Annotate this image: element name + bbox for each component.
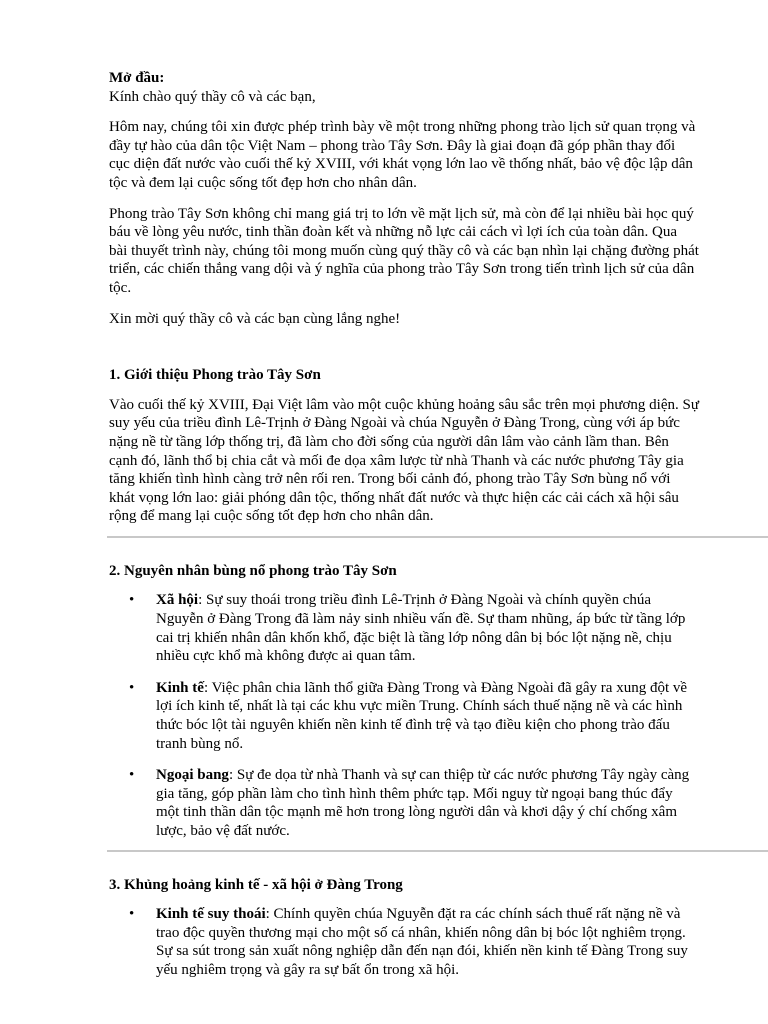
bullet-icon: • — [129, 767, 135, 784]
bullet-icon: • — [129, 592, 135, 609]
section-3-heading: 3. Khủng hoảng kinh tế - xã hội ở Đàng Trong — [109, 876, 403, 893]
intro-paragraph-1: Hôm nay, chúng tôi xin được phép trình bày về một trong những phong trào lịch sử quan trọng và đầy tự hào của dân tộc Việt Nam – phong trào Tây Sơn. Đây là giai đoạn đã góp phần thay đổi cục diện đất nước vào cuối thế kỷ XVIII, với khát vọng lớn lao về thống nhất, bảo vệ độc lập dân tộc và đem lại cuộc sống tốt đẹp hơn cho nhân dân. — [109, 119, 696, 191]
section-2-heading: 2. Nguyên nhân bùng nổ phong trào Tây Sơn — [109, 562, 397, 579]
section-1-heading: 1. Giới thiệu Phong trào Tây Sơn — [109, 367, 321, 384]
spacer — [109, 340, 699, 366]
divider-wrap — [107, 850, 699, 852]
list-item-text: : Sự đe dọa từ nhà Thanh và sự can thiệp từ các nước phương Tây ngày càng gia tăng, góp phần làm cho tình hình thêm phức tạp. Mối nguy từ ngoại bang thúc đẩy một tinh thần dân tộc mạnh mẽ hơn trong lòng người dân và khơi dậy ý chí chống xâm lược, bảo vệ đất nước. — [156, 767, 690, 839]
list-item-term: Xã hội — [156, 592, 199, 609]
list-item — [109, 591, 699, 665]
list-item-term: Ngoại bang — [156, 767, 229, 784]
list-item-term: Kinh tế suy thoái — [156, 906, 266, 923]
list-item-term: Kinh tế — [156, 679, 204, 696]
bullet-icon: • — [129, 679, 135, 696]
list-item-text: : Việc phân chia lãnh thổ giữa Đàng Trong và Đàng Ngoài đã gây ra xung đột về lợi ích kinh tế, nhất là tại các khu vực miền Trung. Chính sách thuế nặng nề và các hình thức bóc lột tài nguyên khiến nền kinh tế đình trệ và tạo điều kiện cho phong trào đấu tranh bùng nổ. — [156, 679, 688, 752]
intro-paragraph-3: Xin mời quý thầy cô và các bạn cùng lắng nghe! — [109, 310, 401, 327]
intro-paragraph-2: Phong trào Tây Sơn không chỉ mang giá trị to lớn về mặt lịch sử, mà còn để lại nhiều bài học quý báu về lòng yêu nước, tinh thần đoàn kết và những nỗ lực cải cách vì lợi ích của toàn dân. Qua bài thuyết trình này, chúng tôi mong muốn cùng quý thầy cô và các bạn nhìn lại chặng đường phát triển, các chiến thắng vang dội và ý nghĩa của phong trào Tây Sơn trong tiến trình lịch sử của dân tộc. — [109, 205, 699, 296]
intro-block — [109, 69, 699, 106]
intro-greeting: Kính chào quý thầy cô và các bạn, — [109, 88, 316, 105]
section-1-paragraph: Vào cuối thế kỷ XVIII, Đại Việt lâm vào một cuộc khủng hoảng sâu sắc trên mọi phương diện. Sự suy yếu của triều đình Lê-Trịnh ở Đàng Ngoài và chúa Nguyễn ở Đàng Trong, cùng với áp bức nặng nề từ tầng lớp thống trị, đã làm cho đời sống của người dân lâm vào cảnh lầm than. Bên cạnh đó, lãnh thổ bị chia cắt và mối đe dọa xâm lược từ nhà Thanh và các nước phương Tây gia tăng khiến tình hình càng trở nên rối ren. Trong bối cảnh đó, phong trào Tây Sơn bùng nổ với khát vọng lớn lao: giải phóng dân tộc, thống nhất đất nước và thực hiện các cải cách xã hội sâu rộng để mang lại cuộc sống tốt đẹp hơn cho nhân dân. — [109, 396, 699, 525]
bullet-icon: • — [129, 906, 135, 923]
list-item — [109, 766, 699, 840]
list-item-text: : Sự suy thoái trong triều đình Lê-Trịnh ở Đàng Ngoài và chính quyền chúa Nguyễn ở Đàng Trong đã làm nảy sinh nhiều vấn đề. Sự tham nhũng, áp bức từ tầng lớp cai trị khiến nhân dân khốn khổ, đặc biệt là tầng lớp nông dân bị bóc lột nặng nề, chịu nhiều cực khổ mà không được ai quan tâm. — [156, 592, 686, 665]
section-3-list — [109, 905, 699, 979]
intro-heading: Mở đầu: — [109, 70, 165, 86]
section-2-list — [109, 591, 699, 840]
list-item — [109, 679, 699, 753]
divider-wrap — [107, 536, 699, 538]
list-item — [109, 905, 699, 979]
document-content — [109, 69, 699, 980]
horizontal-divider — [107, 536, 768, 538]
horizontal-divider — [107, 850, 768, 852]
list-item-text: : Chính quyền chúa Nguyễn đặt ra các chính sách thuế rất nặng nề và trao độc quyền thương mại cho một số cá nhân, khiến nông dân bị bóc lột nghiêm trọng. Sự sa sút trong sản xuất nông nghiệp dẫn đến nạn đói, khiến nền kinh tế Đàng Trong suy yếu nghiêm trọng và gây ra sự bất ổn trong xã hội. — [156, 906, 688, 978]
